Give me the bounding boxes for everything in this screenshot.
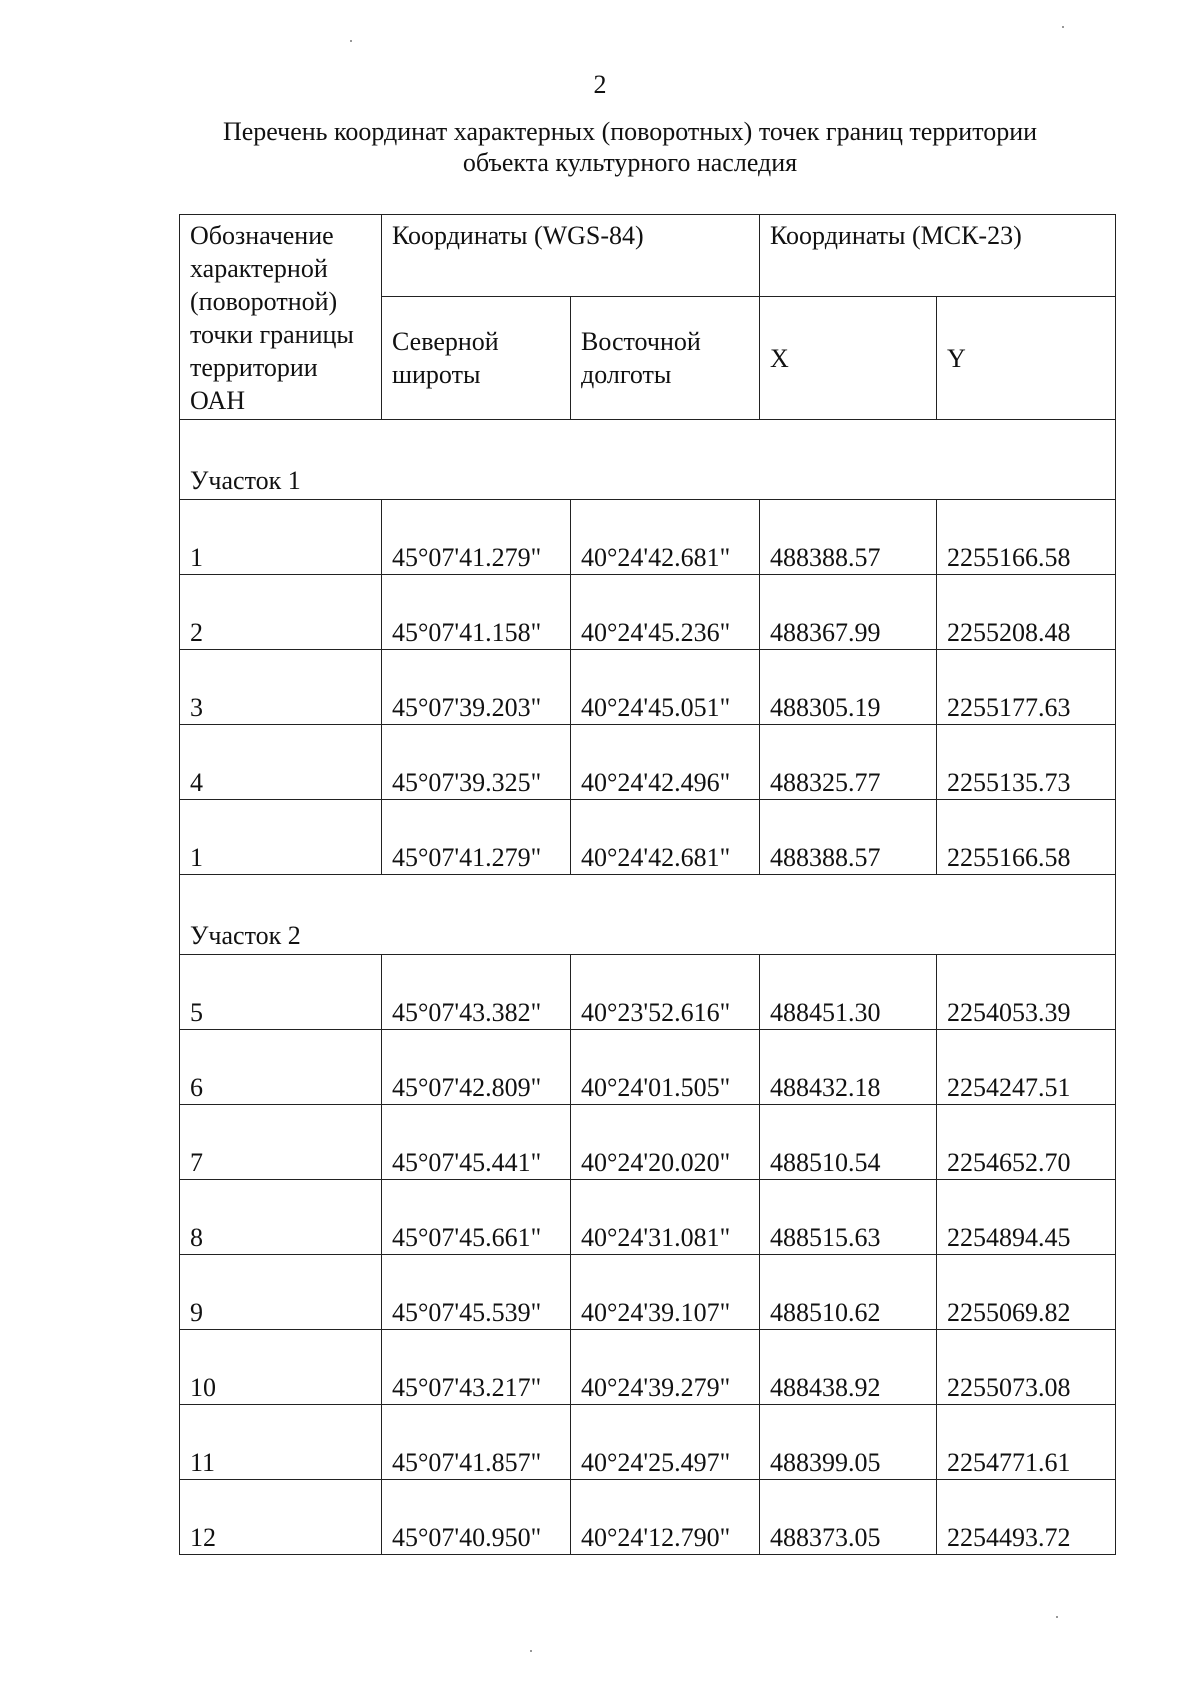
x-coordinate-cell: 488388.57: [760, 500, 937, 575]
east-longitude-cell: 40°24'39.279": [571, 1330, 760, 1405]
north-latitude-cell: 45°07'41.279": [382, 800, 571, 875]
table-row: [180, 1105, 1116, 1180]
scan-speck: [530, 1650, 532, 1652]
point-number-cell: 10: [180, 1330, 382, 1405]
x-coordinate-cell: 488367.99: [760, 575, 937, 650]
point-designation-header: Обозначение характерной (поворотной) точки границы территории ОАН: [180, 215, 382, 420]
north-latitude-cell: 45°07'45.539": [382, 1255, 571, 1330]
x-coordinate-cell: 488373.05: [760, 1480, 937, 1555]
point-number-cell: 11: [180, 1405, 382, 1480]
y-coordinate-cell: 2255208.48: [937, 575, 1116, 650]
y-coordinate-cell: 2255177.63: [937, 650, 1116, 725]
x-coordinate-cell: 488510.54: [760, 1105, 937, 1180]
table-row: [180, 1255, 1116, 1330]
y-header: Y: [937, 297, 1116, 420]
x-coordinate-cell: 488305.19: [760, 650, 937, 725]
section-label: Участок 1: [180, 420, 1116, 500]
east-longitude-cell: 40°24'42.496": [571, 725, 760, 800]
east-longitude-cell: 40°24'20.020": [571, 1105, 760, 1180]
x-coordinate-cell: 488325.77: [760, 725, 937, 800]
x-coordinate-cell: 488451.30: [760, 955, 937, 1030]
point-number-cell: 6: [180, 1030, 382, 1105]
scan-speck: [1056, 1616, 1058, 1618]
x-coordinate-cell: 488515.63: [760, 1180, 937, 1255]
y-coordinate-cell: 2254894.45: [937, 1180, 1116, 1255]
table-row: [180, 500, 1116, 575]
x-coordinate-cell: 488388.57: [760, 800, 937, 875]
table-row: [180, 955, 1116, 1030]
point-number-cell: 9: [180, 1255, 382, 1330]
y-coordinate-cell: 2254053.39: [937, 955, 1116, 1030]
east-longitude-header: Восточной долготы: [571, 297, 760, 420]
y-coordinate-cell: 2255166.58: [937, 800, 1116, 875]
east-longitude-cell: 40°24'42.681": [571, 500, 760, 575]
point-number-cell: 2: [180, 575, 382, 650]
point-number-cell: 1: [180, 500, 382, 575]
east-longitude-cell: 40°24'12.790": [571, 1480, 760, 1555]
point-number-cell: 12: [180, 1480, 382, 1555]
table-body: [180, 420, 1116, 1555]
title-line-1: Перечень координат характерных (поворотных) точек границ территории: [222, 117, 1038, 146]
header-row-1: [180, 215, 1116, 297]
east-longitude-cell: 40°24'01.505": [571, 1030, 760, 1105]
north-latitude-cell: 45°07'41.279": [382, 500, 571, 575]
y-coordinate-cell: 2255135.73: [937, 725, 1116, 800]
east-longitude-cell: 40°24'25.497": [571, 1405, 760, 1480]
y-coordinate-cell: 2255166.58: [937, 500, 1116, 575]
msk23-header: Координаты (МСК-23): [760, 215, 1116, 297]
point-number-cell: 8: [180, 1180, 382, 1255]
east-longitude-cell: 40°24'42.681": [571, 800, 760, 875]
scan-speck: [1062, 26, 1064, 28]
section-row: [180, 875, 1116, 955]
coordinates-table: [179, 214, 1116, 1555]
north-latitude-cell: 45°07'41.158": [382, 575, 571, 650]
y-coordinate-cell: 2254652.70: [937, 1105, 1116, 1180]
y-coordinate-cell: 2255069.82: [937, 1255, 1116, 1330]
page-number: 2: [593, 70, 607, 99]
north-latitude-cell: 45°07'42.809": [382, 1030, 571, 1105]
table-row: [180, 1330, 1116, 1405]
x-coordinate-cell: 488438.92: [760, 1330, 937, 1405]
table-header: [180, 215, 1116, 420]
table-row: [180, 725, 1116, 800]
x-header: X: [760, 297, 937, 420]
point-number-cell: 5: [180, 955, 382, 1030]
section-row: [180, 420, 1116, 500]
table-row: [180, 1030, 1116, 1105]
east-longitude-cell: 40°24'39.107": [571, 1255, 760, 1330]
x-coordinate-cell: 488432.18: [760, 1030, 937, 1105]
north-latitude-cell: 45°07'43.217": [382, 1330, 571, 1405]
north-latitude-cell: 45°07'40.950": [382, 1480, 571, 1555]
table-row: [180, 575, 1116, 650]
x-coordinate-cell: 488510.62: [760, 1255, 937, 1330]
y-coordinate-cell: 2254247.51: [937, 1030, 1116, 1105]
table-row: [180, 800, 1116, 875]
table-row: [180, 1405, 1116, 1480]
east-longitude-cell: 40°24'45.236": [571, 575, 760, 650]
wgs84-header: Координаты (WGS-84): [382, 215, 760, 297]
title-line-2: объекта культурного наследия: [462, 148, 798, 177]
north-latitude-cell: 45°07'41.857": [382, 1405, 571, 1480]
table-row: [180, 1180, 1116, 1255]
point-number-cell: 1: [180, 800, 382, 875]
table-row: [180, 1480, 1116, 1555]
east-longitude-cell: 40°24'31.081": [571, 1180, 760, 1255]
section-label: Участок 2: [180, 875, 1116, 955]
north-latitude-header: Северной широты: [382, 297, 571, 420]
point-number-cell: 4: [180, 725, 382, 800]
north-latitude-cell: 45°07'43.382": [382, 955, 571, 1030]
north-latitude-cell: 45°07'45.661": [382, 1180, 571, 1255]
east-longitude-cell: 40°24'45.051": [571, 650, 760, 725]
north-latitude-cell: 45°07'45.441": [382, 1105, 571, 1180]
north-latitude-cell: 45°07'39.325": [382, 725, 571, 800]
north-latitude-cell: 45°07'39.203": [382, 650, 571, 725]
point-number-cell: 7: [180, 1105, 382, 1180]
y-coordinate-cell: 2254771.61: [937, 1405, 1116, 1480]
y-coordinate-cell: 2254493.72: [937, 1480, 1116, 1555]
y-coordinate-cell: 2255073.08: [937, 1330, 1116, 1405]
east-longitude-cell: 40°23'52.616": [571, 955, 760, 1030]
document-title: [150, 116, 1110, 178]
x-coordinate-cell: 488399.05: [760, 1405, 937, 1480]
point-number-cell: 3: [180, 650, 382, 725]
scan-speck: [350, 40, 352, 42]
table-row: [180, 650, 1116, 725]
